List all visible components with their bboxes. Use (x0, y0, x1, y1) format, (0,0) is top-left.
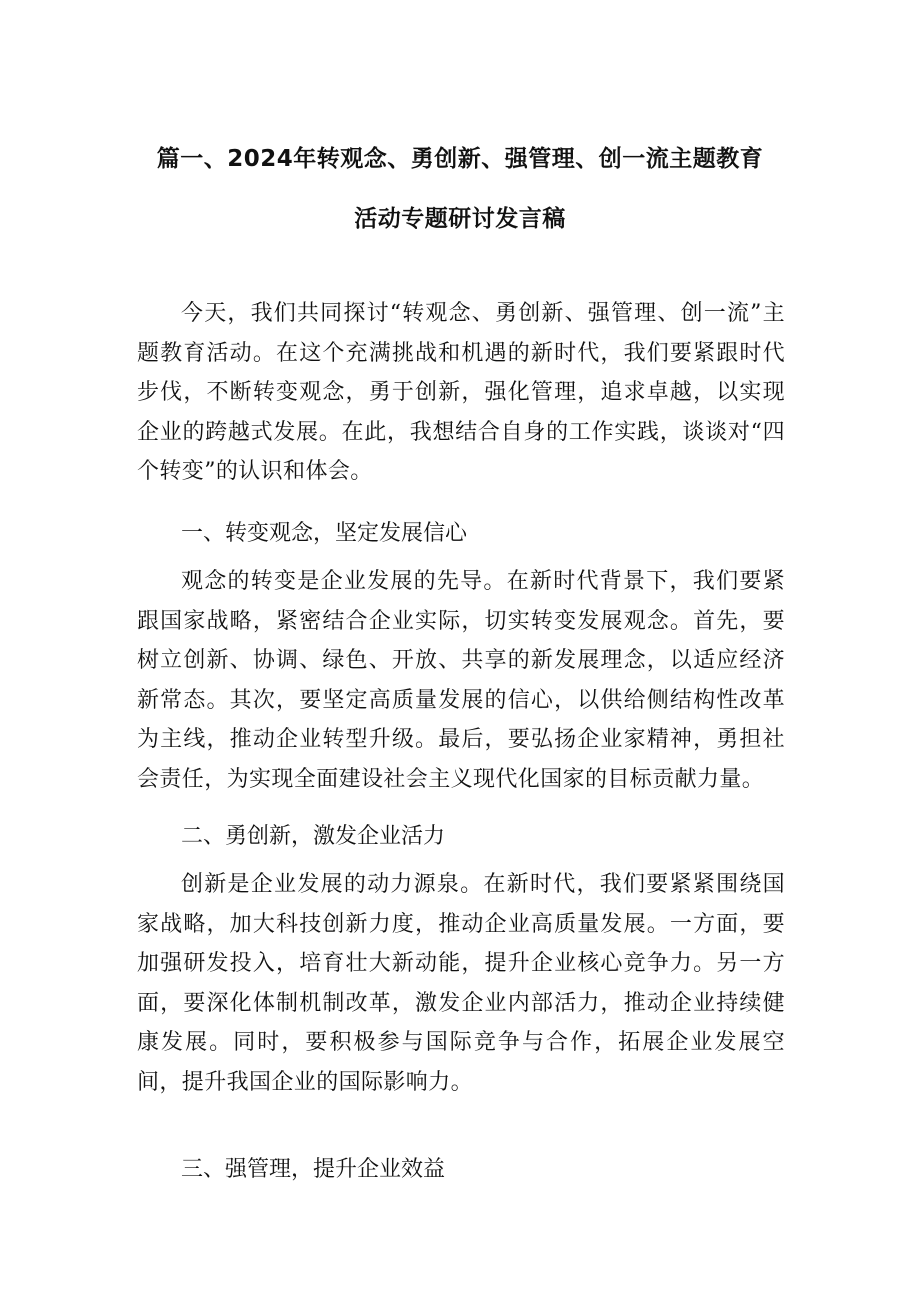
document-title-line-2: 活动专题研讨发言稿 (354, 206, 566, 232)
document-title-line-1: 篇一、2024年转观念、勇创新、强管理、创一流主题教育 (156, 146, 764, 172)
section-heading-1: 一、转变观念，坚定发展信心 (181, 521, 468, 546)
section-body-2: 创新是企业发展的动力源泉。在新时代，我们要紧紧围绕国家战略，加大科技创新力度，推动企业高质量发展。一方面，要加强研发投入，培育壮大新动能，提升企业核心竞争力。另一方面，要深化体制机制改革，激发企业内部活力，推动企业持续健康发展。同时，要积极参与国际竞争与合作，拓展企业发展空间，提升我国企业的国际影响力。 (137, 872, 785, 1095)
section-body-1: 观念的转变是企业发展的先导。在新时代背景下，我们要紧跟国家战略，紧密结合企业实际，切实转变发展观念。首先，要树立创新、协调、绿色、开放、共享的新发展理念，以适应经济新常态。其次，要坚定高质量发展的信心，以供给侧结构性改革为主线，推动企业转型升级。最后，要弘扬企业家精神，勇担社会责任，为实现全面建设社会主义现代化国家的目标贡献力量。 (137, 569, 785, 792)
section-heading-3: 三、强管理，提升企业效益 (181, 1157, 446, 1182)
intro-paragraph: 今天，我们共同探讨“转观念、勇创新、强管理、创一流”主题教育活动。在这个充满挑战和机遇的新时代，我们要紧跟时代步伐，不断转变观念，勇于创新，强化管理，追求卓越，以实现企业的跨越式发展。在此，我想结合自身的工作实践，谈谈对“四个转变”的认识和体会。 (137, 301, 785, 484)
section-heading-2: 二、勇创新，激发企业活力 (181, 824, 446, 849)
